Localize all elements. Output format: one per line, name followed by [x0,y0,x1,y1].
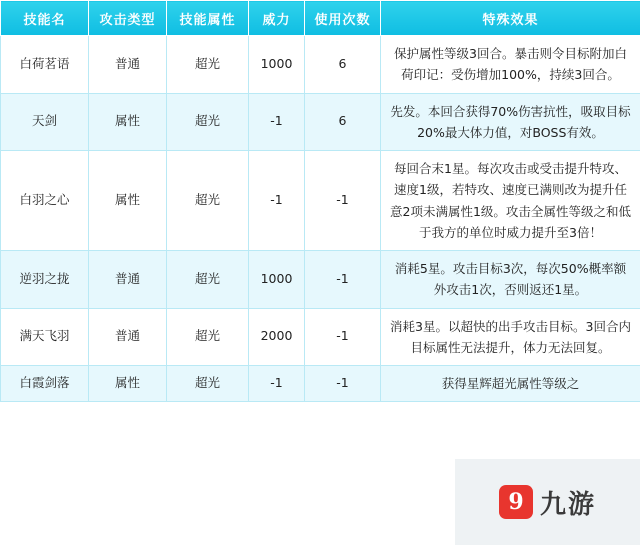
column-header-uses: 使用次数 [305,1,381,36]
cell-special-effect: 保护属性等级3回合。暴击则令目标附加白荷印记：受伤增加100%，持续3回合。 [381,36,640,94]
cell-power: 1000 [249,251,305,309]
column-header-special-effect: 特殊效果 [381,1,640,36]
column-header-skill-attribute: 技能属性 [167,1,249,36]
watermark-text: 九游 [539,489,596,520]
table-header-row [1,1,640,36]
table-body [1,36,640,402]
cell-skill-attribute: 超光 [167,36,249,94]
cell-skill-name: 逆羽之拢 [1,251,89,309]
table-header [1,1,640,36]
cell-skill-name: 满天飞羽 [1,308,89,366]
column-header-skill-name: 技能名 [1,1,89,36]
cell-special-effect: 先发。本回合获得70%伤害抗性，吸取目标20%最大体力值，对BOSS有效。 [381,93,640,151]
cell-attack-type: 属性 [89,366,167,402]
cell-skill-attribute: 超光 [167,151,249,251]
cell-attack-type: 普通 [89,36,167,94]
cell-attack-type: 普通 [89,308,167,366]
cell-skill-attribute: 超光 [167,308,249,366]
cell-power: -1 [249,151,305,251]
column-header-power: 威力 [249,1,305,36]
table-row [1,251,640,309]
cell-uses: -1 [305,366,381,402]
cell-attack-type: 普通 [89,251,167,309]
table-row [1,366,640,402]
cell-attack-type: 属性 [89,151,167,251]
table-row [1,36,640,94]
cell-uses: -1 [305,308,381,366]
table-row [1,93,640,151]
nine-game-logo-icon: 9 [499,485,533,519]
cell-power: -1 [249,93,305,151]
cell-skill-name: 天剑 [1,93,89,151]
watermark [455,459,640,545]
cell-special-effect: 消耗3星。以超快的出手攻击目标。3回合内目标属性无法提升，体力无法回复。 [381,308,640,366]
cell-skill-attribute: 超光 [167,93,249,151]
cell-uses: 6 [305,93,381,151]
cell-uses: 6 [305,36,381,94]
cell-special-effect: 消耗5星。攻击目标3次，每次50%概率额外攻击1次，否则返还1星。 [381,251,640,309]
cell-power: 2000 [249,308,305,366]
cell-uses: -1 [305,251,381,309]
cell-attack-type: 属性 [89,93,167,151]
cell-uses: -1 [305,151,381,251]
cell-skill-attribute: 超光 [167,366,249,402]
cell-skill-name: 白荷茗语 [1,36,89,94]
table-row [1,308,640,366]
cell-special-effect: 获得星辉超光属性等级之 [381,366,640,402]
column-header-attack-type: 攻击类型 [89,1,167,36]
cell-special-effect: 每回合末1星。每次攻击或受击提升特攻、速度1级，若特攻、速度已满则改为提升任意2项未满属性1级。攻击全属性等级之和低于我方的单位时威力提升至3倍！ [381,151,640,251]
cell-skill-name: 白霞剑落 [1,366,89,402]
cell-power: 1000 [249,36,305,94]
table-row [1,151,640,251]
cell-skill-name: 白羽之心 [1,151,89,251]
cell-power: -1 [249,366,305,402]
cell-skill-attribute: 超光 [167,251,249,309]
